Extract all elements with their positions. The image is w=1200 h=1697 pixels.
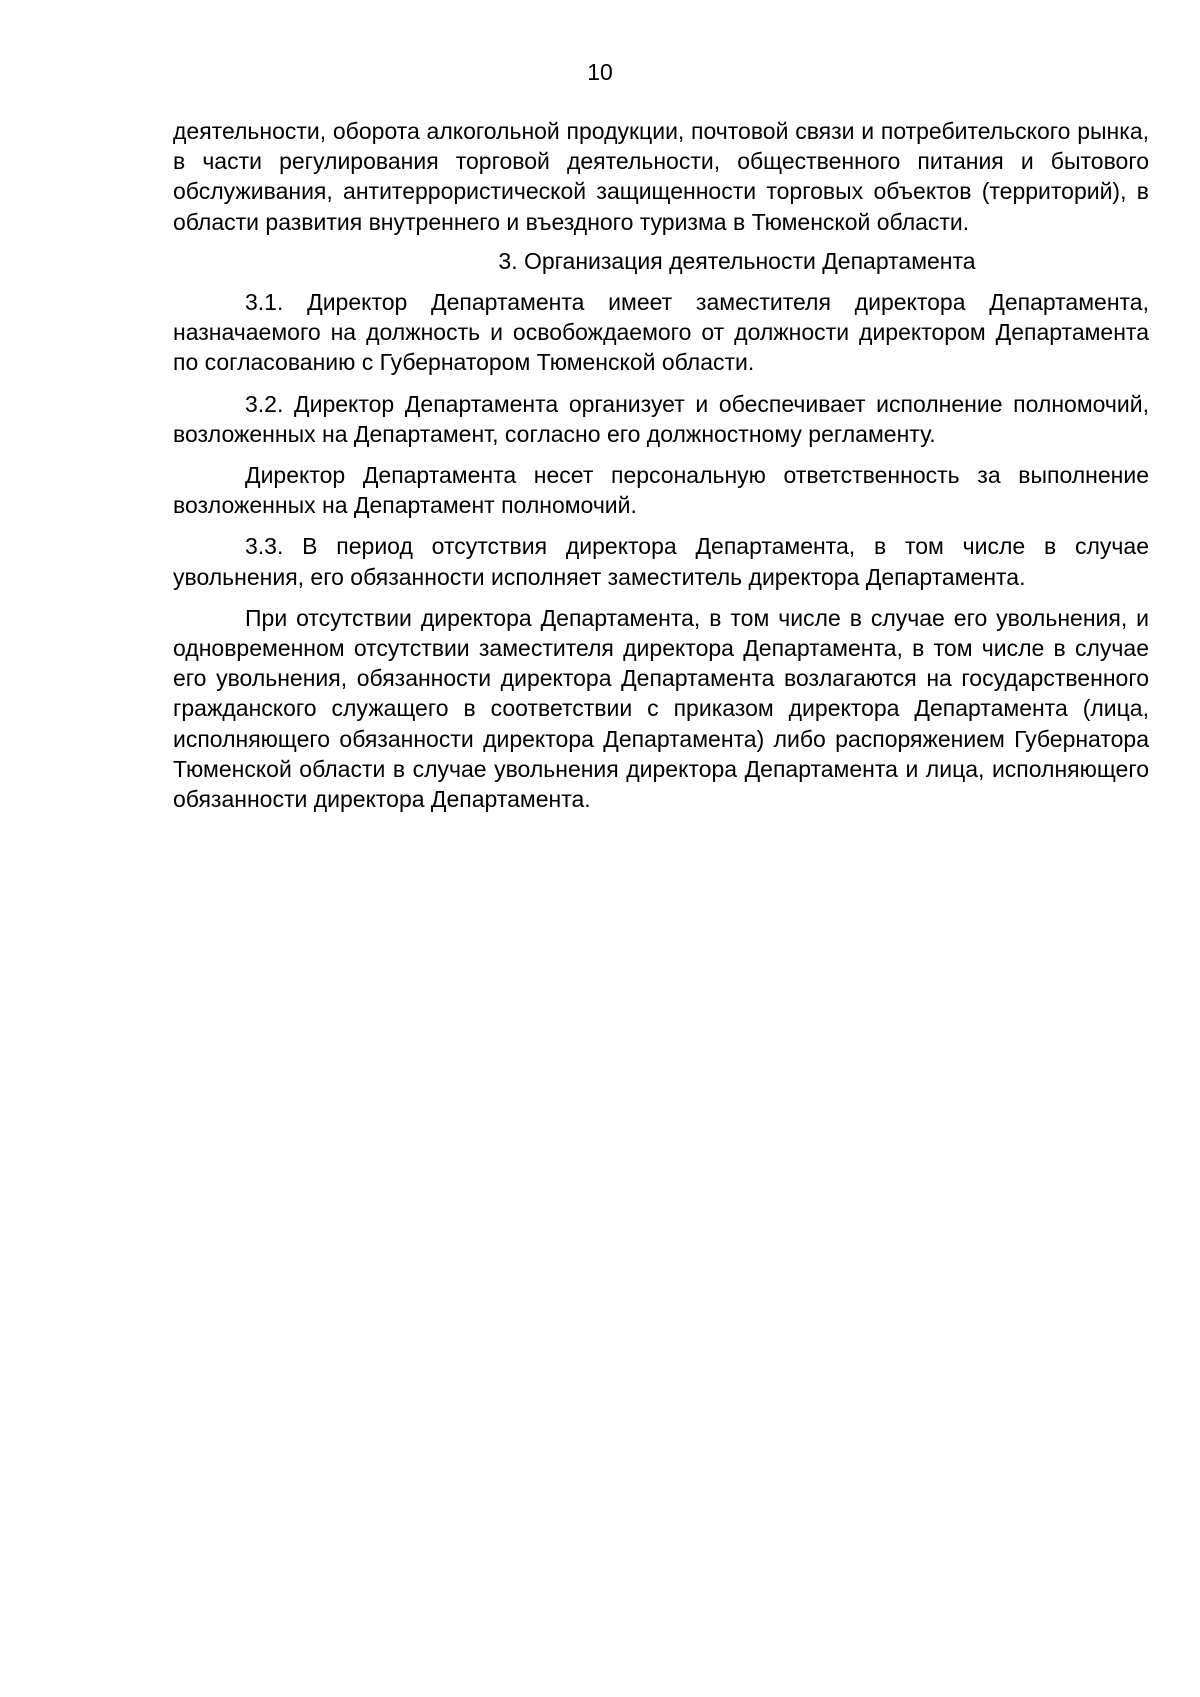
paragraph-absence: При отсутствии директора Департамента, в том числе в случае его увольнения, и одновременном отсутствии заместителя директора Департамента, в том числе в случае его увольнения, обязанности директора Департамента возлагаются на государственного гражданского служащего в соответствии с приказом директора Департамента (лица, исполняющего обязанности директора Департамента) либо распоряжением Губернатора Тюменской области в случае увольнения директора Департамента и лица, исполняющего обязанности директора Департамента.: [173, 604, 1149, 813]
paragraph-responsibility: Директор Департамента несет персональную ответственность за выполнение возложенных на Департамент полномочий.: [173, 462, 1149, 519]
paragraph-3-3: 3.3. В период отсутствия директора Департамента, в том числе в случае увольнения, его обязанности исполняет заместитель директора Департамента.: [173, 533, 1149, 590]
paragraph-3-2: 3.2. Директор Департамента организует и обеспечивает исполнение полномочий, возложенных на Департамент, согласно его должностному регламенту.: [173, 390, 1149, 447]
section-heading: 3. Организация деятельности Департамента: [498, 247, 976, 274]
page-number: 10: [587, 59, 613, 85]
document-body: [173, 116, 1149, 814]
paragraph-3-1: 3.1. Директор Департамента имеет заместителя директора Департамента, назначаемого на должность и освобождаемого от должности директором Департамента по согласованию с Губернатором Тюменской области.: [173, 289, 1149, 376]
paragraph-continuation: деятельности, оборота алкогольной продукции, почтовой связи и потребительского рынка, в части регулирования торговой деятельности, общественного питания и бытового обслуживания, антитеррористической защищенности торговых объектов (территорий), в области развития внутреннего и въездного туризма в Тюменской области.: [173, 118, 1149, 235]
